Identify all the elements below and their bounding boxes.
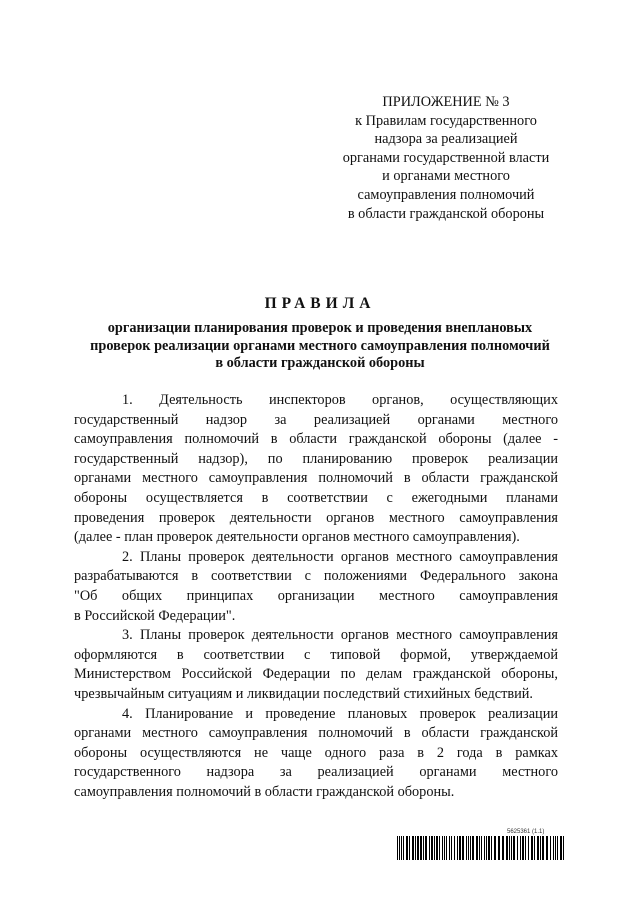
paragraph-line: 1. Деятельность инспекторов органов, осуществляющих: [122, 392, 558, 408]
paragraph-line: 3. Планы проверок деятельности органов местного самоуправления: [122, 627, 558, 644]
paragraph-line: самоуправления полномочий в области гражданской обороны (далее -: [74, 431, 558, 448]
subtitle-line: проверок реализации органами местного самоуправления полномочий: [90, 337, 550, 354]
paragraph-line: государственный надзор за реализацией органами местного: [74, 411, 558, 428]
document-body: [74, 391, 558, 802]
appendix-line: ПРИЛОЖЕНИЕ № 3: [382, 94, 510, 110]
paragraph-line: 2. Планы проверок деятельности органов местного самоуправления: [122, 548, 558, 565]
paragraph-line: обороны осуществляется в соответствии с ежегодными планами: [74, 489, 558, 506]
appendix-line: к Правилам государственного: [355, 112, 537, 129]
paragraph-line: (далее - план проверок деятельности органов местного самоуправления).: [74, 529, 520, 546]
paragraph-4: [74, 705, 558, 803]
paragraph-line: обороны осуществляются не чаще одного раза в 2 года в рамках: [74, 744, 558, 761]
paragraph-line: проведения проверок деятельности органов местного самоуправления: [74, 509, 558, 526]
paragraph-line: органами местного самоуправления полномочий в области гражданской: [74, 470, 558, 487]
paragraph-2: [74, 548, 558, 626]
appendix-line: органами государственной власти: [342, 149, 550, 166]
paragraph-line: государственного надзора за реализацией органами местного: [74, 764, 558, 781]
paragraph-3: [74, 626, 558, 704]
paragraph-line: самоуправления полномочий в области гражданской обороны.: [74, 783, 455, 800]
paragraph-1: [74, 391, 558, 548]
appendix-line: самоуправления полномочий: [357, 186, 535, 203]
appendix-line: в области гражданской обороны: [347, 205, 545, 222]
barcode: [397, 836, 567, 860]
paragraph-line: органами местного самоуправления полномочий в области гражданской: [74, 725, 558, 742]
paragraph-line: разрабатываются в соответствии с положениями Федерального закона: [74, 568, 558, 585]
appendix-header: [326, 93, 566, 223]
paragraph-line: Министерством Российской Федерации по делам гражданской обороны,: [74, 666, 558, 683]
subtitle-line: в области гражданской обороны: [215, 355, 425, 371]
document-subtitle: [60, 320, 580, 373]
paragraph-line: "Об общих принципах организации местного самоуправления: [74, 587, 558, 604]
appendix-line: и органами местного: [382, 168, 510, 185]
paragraph-line: оформляются в соответствии с типовой формой, утверждаемой: [74, 646, 558, 663]
paragraph-line: в Российской Федерации".: [74, 607, 236, 624]
document-title: ПРАВИЛА: [264, 295, 376, 312]
paragraph-line: государственный надзор), по планированию проверок реализации: [74, 450, 558, 467]
subtitle-line: организации планирования проверок и проведения внеплановых: [107, 320, 533, 336]
paragraph-line: 4. Планирование и проведение плановых проверок реализации: [122, 705, 558, 722]
barcode-bars: [397, 836, 564, 860]
appendix-line: надзора за реализацией: [374, 131, 518, 148]
document-stamp: 5625361 (1.1): [507, 829, 545, 835]
paragraph-line: чрезвычайным ситуациям и ликвидации последствий стихийных бедствий.: [74, 685, 533, 702]
